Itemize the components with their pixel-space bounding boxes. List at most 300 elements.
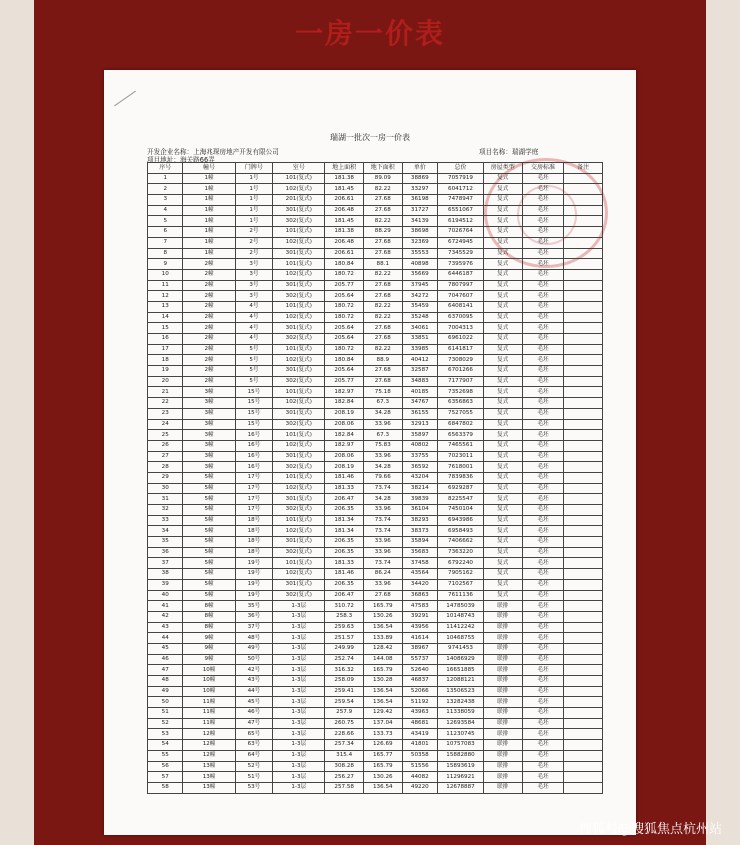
col-remark-cell — [564, 355, 603, 366]
col-area-above-cell: 180.72 — [325, 344, 364, 355]
col-room-header: 室号 — [273, 163, 325, 174]
col-building-cell: 5幢 — [183, 483, 235, 494]
col-unit-price-cell: 40412 — [402, 355, 437, 366]
col-seq-cell: 5 — [148, 216, 183, 227]
col-delivery-cell: 毛坯 — [522, 761, 564, 772]
col-total-price-cell: 7047607 — [438, 291, 484, 302]
col-door-cell: 42号 — [235, 665, 273, 676]
col-seq-cell: 21 — [148, 387, 183, 398]
col-seq-cell: 45 — [148, 643, 183, 654]
col-type-cell: 复式 — [483, 526, 522, 537]
col-type-cell: 复式 — [483, 558, 522, 569]
col-total-price-cell: 7004313 — [438, 323, 484, 334]
col-building-cell: 2幢 — [183, 259, 235, 270]
col-area-above-cell: 259.63 — [325, 622, 364, 633]
col-unit-price-cell: 34061 — [402, 323, 437, 334]
col-total-price-cell: 7345529 — [438, 248, 484, 259]
col-area-above-cell: 181.33 — [325, 483, 364, 494]
table-row — [148, 708, 603, 719]
col-type-cell: 复式 — [483, 537, 522, 548]
col-area-below-cell: 73.74 — [363, 558, 402, 569]
col-room-cell: 102(复式) — [273, 237, 325, 248]
col-seq-cell: 23 — [148, 408, 183, 419]
col-unit-price-cell: 36155 — [402, 408, 437, 419]
col-area-above-cell: 315.4 — [325, 750, 364, 761]
table-row — [148, 772, 603, 783]
col-remark-cell — [564, 398, 603, 409]
col-door-cell: 16号 — [235, 451, 273, 462]
table-header-row — [148, 163, 603, 174]
col-area-above-cell: 180.72 — [325, 269, 364, 280]
col-remark-cell — [564, 248, 603, 259]
col-total-price-cell: 12678887 — [438, 782, 484, 793]
col-door-cell: 15号 — [235, 398, 273, 409]
col-building-cell: 2幢 — [183, 366, 235, 377]
col-total-price-cell: 7478947 — [438, 195, 484, 206]
col-door-cell: 17号 — [235, 483, 273, 494]
col-room-cell: 101(复式) — [273, 227, 325, 238]
col-seq-cell: 10 — [148, 269, 183, 280]
table-row — [148, 782, 603, 793]
col-seq-cell: 37 — [148, 558, 183, 569]
col-area-below-cell: 27.68 — [363, 590, 402, 601]
table-row — [148, 440, 603, 451]
col-type-cell: 联排 — [483, 697, 522, 708]
col-door-cell: 2号 — [235, 237, 273, 248]
col-type-cell: 联排 — [483, 611, 522, 622]
col-room-cell: 301(复式) — [273, 408, 325, 419]
col-door-cell: 5号 — [235, 344, 273, 355]
col-area-below-cell: 88.1 — [363, 259, 402, 270]
col-door-cell: 16号 — [235, 440, 273, 451]
col-remark-cell — [564, 269, 603, 280]
table-row — [148, 237, 603, 248]
col-total-price-cell: 6943986 — [438, 515, 484, 526]
col-room-cell: 201(复式) — [273, 195, 325, 206]
col-remark-cell — [564, 782, 603, 793]
col-seq-cell: 53 — [148, 729, 183, 740]
col-unit-price-cell: 48681 — [402, 718, 437, 729]
table-row — [148, 312, 603, 323]
col-area-below-cell: 27.68 — [363, 323, 402, 334]
col-room-cell: 301(复式) — [273, 579, 325, 590]
col-type-cell: 复式 — [483, 312, 522, 323]
col-delivery-cell: 毛坯 — [522, 505, 564, 516]
col-total-price-cell: 7057919 — [438, 173, 484, 184]
col-room-cell: 1-3层 — [273, 740, 325, 751]
col-building-cell: 5幢 — [183, 579, 235, 590]
col-total-price-cell: 7618001 — [438, 462, 484, 473]
document-title: 瑞湖一批次一房一价表 — [330, 133, 410, 142]
col-unit-price-cell: 31727 — [402, 205, 437, 216]
col-door-cell: 43号 — [235, 676, 273, 687]
document-sheet — [104, 70, 636, 835]
col-delivery-cell: 毛坯 — [522, 686, 564, 697]
col-door-cell: 35号 — [235, 601, 273, 612]
col-total-price-cell: 11412242 — [438, 622, 484, 633]
col-remark-cell — [564, 216, 603, 227]
table-row — [148, 195, 603, 206]
table-row — [148, 366, 603, 377]
col-total-price-cell: 6701266 — [438, 366, 484, 377]
col-building-cell: 3幢 — [183, 387, 235, 398]
col-area-below-cell: 82.22 — [363, 301, 402, 312]
col-room-cell: 302(复式) — [273, 419, 325, 430]
col-door-cell: 15号 — [235, 387, 273, 398]
col-room-cell: 102(复式) — [273, 312, 325, 323]
col-area-above-cell: 180.84 — [325, 259, 364, 270]
col-delivery-cell: 毛坯 — [522, 205, 564, 216]
table-row — [148, 494, 603, 505]
table-row — [148, 387, 603, 398]
col-unit-price-cell: 43956 — [402, 622, 437, 633]
col-unit-price-cell: 32913 — [402, 419, 437, 430]
col-delivery-cell: 毛坯 — [522, 590, 564, 601]
col-remark-cell — [564, 451, 603, 462]
col-remark-cell — [564, 472, 603, 483]
col-total-price-cell: 7807997 — [438, 280, 484, 291]
col-unit-price-cell: 37945 — [402, 280, 437, 291]
col-remark-cell — [564, 344, 603, 355]
col-unit-price-cell: 43963 — [402, 708, 437, 719]
col-door-cell: 16号 — [235, 430, 273, 441]
col-seq-cell: 57 — [148, 772, 183, 783]
col-type-cell: 联排 — [483, 750, 522, 761]
col-type-cell: 复式 — [483, 451, 522, 462]
col-area-above-cell: 208.19 — [325, 462, 364, 473]
col-seq-cell: 29 — [148, 472, 183, 483]
col-room-cell: 301(复式) — [273, 537, 325, 548]
col-type-cell: 复式 — [483, 184, 522, 195]
col-area-above-cell: 208.06 — [325, 451, 364, 462]
col-building-cell: 2幢 — [183, 312, 235, 323]
table-row — [148, 558, 603, 569]
col-building-cell: 10幢 — [183, 686, 235, 697]
col-area-below-cell: 73.74 — [363, 515, 402, 526]
col-room-cell: 1-3层 — [273, 654, 325, 665]
table-row — [148, 291, 603, 302]
col-area-below-cell: 34.28 — [363, 462, 402, 473]
col-total-price-cell: 13506523 — [438, 686, 484, 697]
col-type-cell: 联排 — [483, 654, 522, 665]
col-remark-cell — [564, 408, 603, 419]
col-building-cell: 5幢 — [183, 505, 235, 516]
col-total-price-cell: 13282438 — [438, 697, 484, 708]
col-area-below-cell: 75.83 — [363, 440, 402, 451]
col-type-cell: 复式 — [483, 547, 522, 558]
col-unit-price-cell: 44082 — [402, 772, 437, 783]
col-type-cell: 复式 — [483, 227, 522, 238]
col-delivery-cell: 毛坯 — [522, 633, 564, 644]
col-area-below-cell: 129.42 — [363, 708, 402, 719]
col-unit-price-cell: 49220 — [402, 782, 437, 793]
col-room-cell: 1-3层 — [273, 686, 325, 697]
col-room-cell: 101(复式) — [273, 259, 325, 270]
col-building-cell: 12幢 — [183, 750, 235, 761]
col-delivery-cell: 毛坯 — [522, 216, 564, 227]
col-delivery-cell: 毛坯 — [522, 558, 564, 569]
col-remark-cell — [564, 708, 603, 719]
col-total-price-cell: 6563379 — [438, 430, 484, 441]
col-type-cell: 复式 — [483, 387, 522, 398]
col-unit-price-cell: 52640 — [402, 665, 437, 676]
col-door-cell: 4号 — [235, 334, 273, 345]
col-area-above-cell: 257.34 — [325, 740, 364, 751]
table-row — [148, 654, 603, 665]
col-unit-price-cell: 38373 — [402, 526, 437, 537]
col-seq-cell: 7 — [148, 237, 183, 248]
col-door-cell: 45号 — [235, 697, 273, 708]
col-remark-cell — [564, 718, 603, 729]
col-type-cell: 复式 — [483, 462, 522, 473]
col-delivery-cell: 毛坯 — [522, 248, 564, 259]
col-door-cell: 3号 — [235, 291, 273, 302]
col-door-cell: 37号 — [235, 622, 273, 633]
table-row — [148, 483, 603, 494]
col-room-cell: 101(复式) — [273, 515, 325, 526]
col-type-cell: 复式 — [483, 248, 522, 259]
col-area-above-cell: 258.3 — [325, 611, 364, 622]
col-type-cell: 复式 — [483, 216, 522, 227]
col-remark-cell — [564, 419, 603, 430]
col-door-cell: 3号 — [235, 269, 273, 280]
col-type-cell: 复式 — [483, 173, 522, 184]
col-unit-price-cell: 35894 — [402, 537, 437, 548]
col-room-cell: 301(复式) — [273, 494, 325, 505]
col-total-price-cell: 8225547 — [438, 494, 484, 505]
col-room-cell: 301(复式) — [273, 323, 325, 334]
col-area-below-cell: 126.69 — [363, 740, 402, 751]
col-building-cell: 5幢 — [183, 537, 235, 548]
table-row — [148, 472, 603, 483]
col-unit-price-cell: 32369 — [402, 237, 437, 248]
col-total-price-cell: 11296921 — [438, 772, 484, 783]
col-area-above-cell: 257.9 — [325, 708, 364, 719]
col-type-cell: 复式 — [483, 398, 522, 409]
col-seq-cell: 51 — [148, 708, 183, 719]
col-unit-price-cell: 50358 — [402, 750, 437, 761]
table-row — [148, 398, 603, 409]
col-door-cell: 4号 — [235, 301, 273, 312]
col-door-cell: 17号 — [235, 472, 273, 483]
col-delivery-cell: 毛坯 — [522, 643, 564, 654]
table-row — [148, 408, 603, 419]
col-unit-price-cell: 33755 — [402, 451, 437, 462]
col-delivery-cell: 毛坯 — [522, 782, 564, 793]
col-area-above-cell: 260.75 — [325, 718, 364, 729]
col-remark-header: 备注 — [564, 163, 603, 174]
col-unit-price-cell: 43204 — [402, 472, 437, 483]
col-total-price-cell: 6929287 — [438, 483, 484, 494]
col-type-cell: 复式 — [483, 505, 522, 516]
col-door-cell: 5号 — [235, 376, 273, 387]
col-unit-price-cell: 35683 — [402, 547, 437, 558]
col-area-above-cell: 181.45 — [325, 184, 364, 195]
col-total-price-cell: 6356863 — [438, 398, 484, 409]
col-seq-cell: 49 — [148, 686, 183, 697]
table-row — [148, 729, 603, 740]
col-delivery-cell: 毛坯 — [522, 547, 564, 558]
col-type-cell: 复式 — [483, 301, 522, 312]
col-total-price-cell: 7395976 — [438, 259, 484, 270]
col-room-cell: 101(复式) — [273, 173, 325, 184]
col-area-below-cell: 33.96 — [363, 451, 402, 462]
col-area-above-cell: 205.64 — [325, 366, 364, 377]
col-type-cell: 复式 — [483, 579, 522, 590]
col-room-cell: 302(复式) — [273, 547, 325, 558]
table-row — [148, 216, 603, 227]
table-row — [148, 280, 603, 291]
col-total-price-cell: 15882880 — [438, 750, 484, 761]
table-row — [148, 515, 603, 526]
col-total-price-cell: 9741453 — [438, 643, 484, 654]
col-room-cell: 302(复式) — [273, 291, 325, 302]
col-total-price-cell: 7363220 — [438, 547, 484, 558]
col-building-cell: 8幢 — [183, 611, 235, 622]
table-row — [148, 665, 603, 676]
col-type-cell: 复式 — [483, 472, 522, 483]
col-area-above-cell: 205.77 — [325, 376, 364, 387]
col-delivery-cell: 毛坯 — [522, 472, 564, 483]
col-building-cell: 3幢 — [183, 408, 235, 419]
col-building-header: 幢号 — [183, 163, 235, 174]
col-type-cell: 复式 — [483, 195, 522, 206]
col-delivery-cell: 毛坯 — [522, 312, 564, 323]
col-delivery-cell: 毛坯 — [522, 184, 564, 195]
col-seq-cell: 47 — [148, 665, 183, 676]
col-total-price-cell: 10148743 — [438, 611, 484, 622]
col-building-cell: 10幢 — [183, 676, 235, 687]
col-building-cell: 10幢 — [183, 665, 235, 676]
table-row — [148, 269, 603, 280]
col-total-price-cell: 6446187 — [438, 269, 484, 280]
col-door-cell: 1号 — [235, 173, 273, 184]
col-area-below-cell: 136.54 — [363, 622, 402, 633]
col-seq-cell: 12 — [148, 291, 183, 302]
col-type-cell: 复式 — [483, 280, 522, 291]
col-door-cell: 18号 — [235, 526, 273, 537]
col-area-below-cell: 33.96 — [363, 547, 402, 558]
col-area-below-cell: 137.04 — [363, 718, 402, 729]
col-delivery-cell: 毛坯 — [522, 387, 564, 398]
col-area-above-cell: 206.35 — [325, 547, 364, 558]
col-area-above-cell: 308.28 — [325, 761, 364, 772]
col-seq-cell: 16 — [148, 334, 183, 345]
col-building-cell: 3幢 — [183, 462, 235, 473]
col-area-above-cell: 206.61 — [325, 195, 364, 206]
col-type-cell: 复式 — [483, 291, 522, 302]
col-delivery-cell: 毛坯 — [522, 280, 564, 291]
col-area-above-cell: 310.72 — [325, 601, 364, 612]
col-delivery-cell: 毛坯 — [522, 237, 564, 248]
col-area-below-cell: 27.68 — [363, 195, 402, 206]
col-unit-price-cell: 32587 — [402, 366, 437, 377]
table-row — [148, 633, 603, 644]
col-remark-cell — [564, 515, 603, 526]
col-remark-cell — [564, 291, 603, 302]
col-remark-cell — [564, 537, 603, 548]
col-room-cell: 1-3层 — [273, 772, 325, 783]
col-delivery-cell: 毛坯 — [522, 697, 564, 708]
col-building-cell: 13幢 — [183, 782, 235, 793]
table-row — [148, 344, 603, 355]
col-room-cell: 101(复式) — [273, 301, 325, 312]
col-room-cell: 1-3层 — [273, 729, 325, 740]
col-seq-cell: 24 — [148, 419, 183, 430]
col-building-cell: 5幢 — [183, 590, 235, 601]
col-remark-cell — [564, 761, 603, 772]
col-total-price-cell: 6724945 — [438, 237, 484, 248]
col-unit-price-cell: 33985 — [402, 344, 437, 355]
col-delivery-cell: 毛坯 — [522, 334, 564, 345]
col-area-above-cell: 251.57 — [325, 633, 364, 644]
col-type-cell: 复式 — [483, 430, 522, 441]
table-row — [148, 355, 603, 366]
col-room-cell: 1-3层 — [273, 676, 325, 687]
col-total-price-cell: 14086929 — [438, 654, 484, 665]
col-type-cell: 复式 — [483, 205, 522, 216]
col-door-cell: 2号 — [235, 248, 273, 259]
col-type-cell: 复式 — [483, 483, 522, 494]
col-room-cell: 102(复式) — [273, 184, 325, 195]
col-building-cell: 5幢 — [183, 569, 235, 580]
col-room-cell: 102(复式) — [273, 355, 325, 366]
col-type-cell: 复式 — [483, 344, 522, 355]
col-remark-cell — [564, 173, 603, 184]
col-remark-cell — [564, 227, 603, 238]
col-seq-header: 序号 — [148, 163, 183, 174]
col-seq-cell: 58 — [148, 782, 183, 793]
col-remark-cell — [564, 462, 603, 473]
col-remark-cell — [564, 686, 603, 697]
col-area-below-cell: 144.08 — [363, 654, 402, 665]
col-delivery-cell: 毛坯 — [522, 451, 564, 462]
price-table — [147, 162, 603, 794]
col-room-cell: 302(复式) — [273, 462, 325, 473]
col-unit-price-cell: 38698 — [402, 227, 437, 238]
col-area-below-cell: 165.79 — [363, 761, 402, 772]
col-area-above-header: 地上面积 — [325, 163, 364, 174]
table-row — [148, 526, 603, 537]
col-total-price-cell: 7527055 — [438, 408, 484, 419]
col-remark-cell — [564, 387, 603, 398]
col-unit-price-cell: 41801 — [402, 740, 437, 751]
col-total-price-cell: 7308029 — [438, 355, 484, 366]
col-building-cell: 1幢 — [183, 216, 235, 227]
col-area-above-cell: 258.09 — [325, 676, 364, 687]
col-remark-cell — [564, 505, 603, 516]
table-row — [148, 537, 603, 548]
col-delivery-cell: 毛坯 — [522, 398, 564, 409]
col-area-below-cell: 33.96 — [363, 419, 402, 430]
col-total-price-cell: 15893619 — [438, 761, 484, 772]
col-unit-price-cell: 35897 — [402, 430, 437, 441]
col-area-below-cell: 73.74 — [363, 526, 402, 537]
col-unit-price-cell: 47583 — [402, 601, 437, 612]
col-room-cell: 302(复式) — [273, 505, 325, 516]
col-area-above-cell: 206.35 — [325, 505, 364, 516]
col-delivery-cell: 毛坯 — [522, 173, 564, 184]
col-seq-cell: 11 — [148, 280, 183, 291]
col-room-cell: 1-3层 — [273, 750, 325, 761]
col-area-below-cell: 27.68 — [363, 334, 402, 345]
col-remark-cell — [564, 547, 603, 558]
table-row — [148, 301, 603, 312]
col-type-cell: 联排 — [483, 772, 522, 783]
col-area-above-cell: 182.97 — [325, 387, 364, 398]
project-name: 项目名称：瑞湖学庭 — [479, 148, 539, 156]
col-building-cell: 11幢 — [183, 708, 235, 719]
